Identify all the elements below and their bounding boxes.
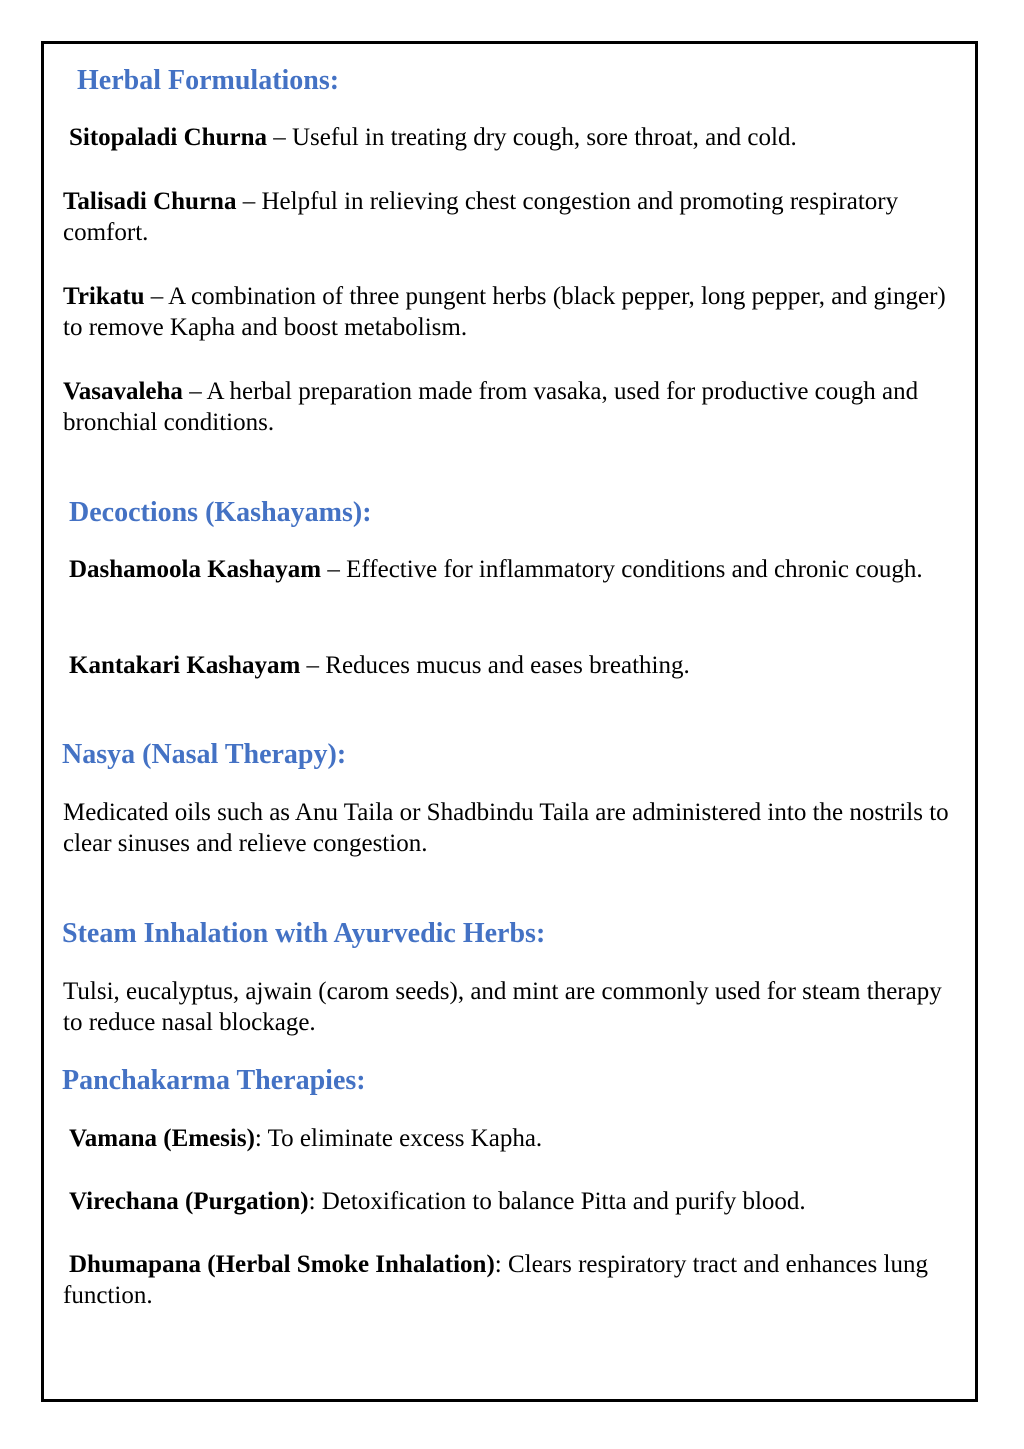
item-text: : Clears respiratory tract and enhances lung function. bbox=[63, 1251, 928, 1309]
herbal-item-talisadi bbox=[63, 186, 963, 248]
nasya-heading: Nasya (Nasal Therapy): bbox=[62, 739, 347, 770]
herbal-item-sitopaladi bbox=[69, 122, 969, 153]
decoction-item-kantakari bbox=[69, 650, 969, 681]
item-term: Kantakari Kashayam bbox=[69, 652, 301, 679]
decoction-item-dashamoola bbox=[63, 554, 963, 585]
item-term: Trikatu bbox=[63, 283, 145, 310]
item-text: – Helpful in relieving chest congestion and promoting respiratory comfort. bbox=[63, 188, 899, 246]
item-term: Virechana (Purgation) bbox=[69, 1188, 309, 1215]
panchakarma-heading: Panchakarma Therapies: bbox=[62, 1065, 366, 1096]
item-term: Vasavaleha bbox=[63, 378, 183, 405]
item-term: Sitopaladi Churna bbox=[69, 124, 267, 151]
panchakarma-item-vamana bbox=[69, 1123, 969, 1154]
steam-inhalation-heading: Steam Inhalation with Ayurvedic Herbs: bbox=[62, 918, 546, 949]
steam-inhalation-text: Tulsi, eucalyptus, ajwain (carom seeds), and mint are commonly used for steam therapy to reduce nasal blockage. bbox=[63, 978, 942, 1036]
herbal-item-vasavaleha bbox=[63, 376, 963, 438]
decoctions-heading: Decoctions (Kashayams): bbox=[69, 497, 372, 528]
item-text: – Effective for inflammatory conditions and chronic cough. bbox=[321, 556, 923, 583]
item-text: – A herbal preparation made from vasaka, used for productive cough and bronchial conditions. bbox=[63, 378, 919, 436]
item-term: Talisadi Churna bbox=[63, 188, 237, 215]
item-text: : Detoxification to balance Pitta and purify blood. bbox=[308, 1188, 806, 1215]
item-text: : To eliminate excess Kapha. bbox=[254, 1125, 543, 1152]
panchakarma-item-virechana bbox=[69, 1186, 969, 1217]
item-term: Vamana (Emesis) bbox=[69, 1125, 255, 1152]
nasya-text: Medicated oils such as Anu Taila or Shadbindu Taila are administered into the nostrils to clear sinuses and relieve congestion. bbox=[63, 799, 949, 857]
item-text: – Useful in treating dry cough, sore throat, and cold. bbox=[267, 124, 797, 151]
herbal-item-trikatu bbox=[63, 281, 963, 343]
item-term: Dashamoola Kashayam bbox=[69, 556, 322, 583]
herbal-formulations-heading: Herbal Formulations: bbox=[77, 65, 340, 96]
panchakarma-item-dhumapana bbox=[63, 1249, 963, 1311]
item-text: – Reduces mucus and eases breathing. bbox=[300, 652, 690, 679]
item-term: Dhumapana (Herbal Smoke Inhalation) bbox=[69, 1251, 495, 1278]
item-text: – A combination of three pungent herbs (black pepper, long pepper, and ginger) to remove Kapha and boost metabolism. bbox=[63, 283, 946, 341]
